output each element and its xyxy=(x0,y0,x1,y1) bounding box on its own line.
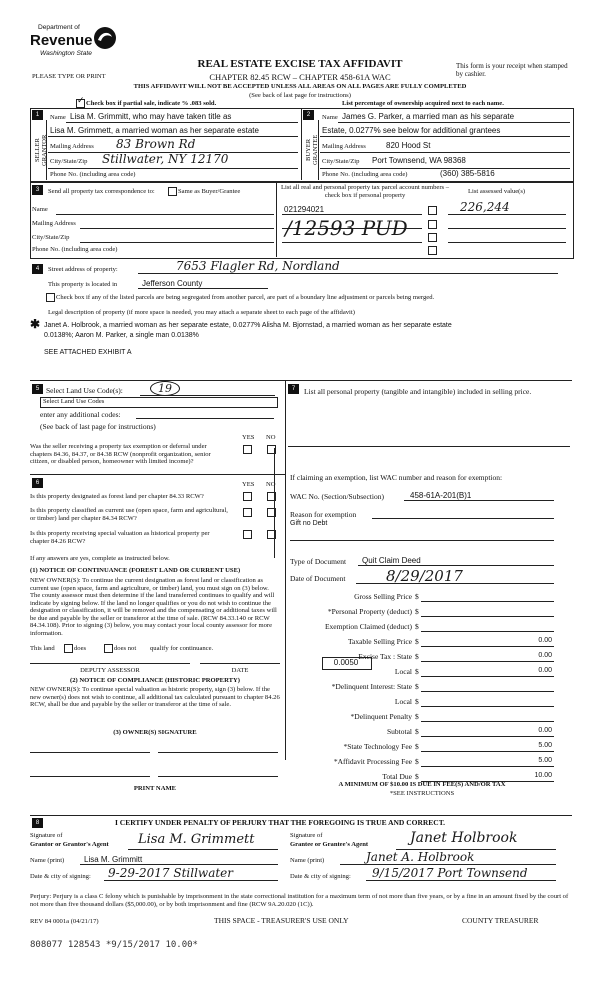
tax-row-label: Taxable Selling Price xyxy=(347,637,412,646)
tax-row-label: *Affidavit Processing Fee xyxy=(333,757,412,766)
segregated-checkbox[interactable] xyxy=(46,293,55,302)
historic-question: Is this property receiving special valuation as historical property per chapter 84.26 RCW? xyxy=(30,530,210,545)
street-address[interactable]: 7653 Flagler Rd, Nordland xyxy=(176,259,340,273)
dept-line2: Revenue xyxy=(30,32,93,49)
legal-label: Legal description of property (if more space is needed, you may attach a separate sheet to each page of the affidavit) xyxy=(48,309,355,316)
section5-see-back: (See back of last page for instructions) xyxy=(40,422,156,431)
forest-question: Is this property designated as forest land per chapter 84.33 RCW? xyxy=(30,493,204,500)
tax-row-dollar: $ xyxy=(415,757,419,766)
assessed-value[interactable]: 226,244 xyxy=(460,200,510,214)
tax-row-value[interactable]: 5.00 xyxy=(538,742,552,749)
notice2-text: NEW OWNER(S): To continue special valuation as historic property, sign (3) below. If the new owner(s) does not wish to continue, all additional tax calculated pursuant to chapter 84.26 RCW, shall be due and payable by the seller or transferor at the time of sale. xyxy=(30,686,280,709)
see-back: (See back of last page for instructions) xyxy=(249,92,351,99)
parcel-handwritten[interactable]: /12593 PUD xyxy=(285,216,408,240)
grantor-sig-label1: Signature of xyxy=(30,832,63,839)
seller-mailing-label: Mailing Address xyxy=(50,143,94,150)
parcel-header: List all real and personal property tax parcel account numbers – check box if personal property xyxy=(280,184,450,199)
grantee-sig-label2: Grantee or Grantee's Agent xyxy=(290,841,369,848)
minimum-due: A MINIMUM OF $10.00 IS DUE IN FEE(S) AND/OR TAX xyxy=(338,781,506,788)
seller-name-line1[interactable]: Lisa M. Grimmitt, who may have taken title as xyxy=(70,112,232,121)
seller-mailing[interactable]: 83 Brown Rd xyxy=(116,137,196,151)
grantee-name[interactable]: Janet A. Holbrook xyxy=(366,850,475,864)
tax-row-label: *Personal Property (deduct) xyxy=(327,607,412,616)
tax-row-label: *Delinquent Penalty xyxy=(350,712,412,721)
tax-row-label: Exemption Claimed (deduct) xyxy=(324,622,412,631)
section6-yes: YES xyxy=(242,481,255,488)
legal-line1[interactable]: Janet A. Holbrook, a married woman as her separate estate, 0.0277% Alisha M. Bjornstad, a married woman as her separate estate xyxy=(44,322,452,329)
seller-name-label: Name xyxy=(50,114,66,121)
grantor-name[interactable]: Lisa M. Grimmitt xyxy=(84,855,143,864)
buyer-city[interactable]: Port Townsend, WA 98368 xyxy=(372,156,466,165)
deputy-date: DATE xyxy=(231,667,249,674)
buyer-mailing[interactable]: 820 Hood St xyxy=(386,141,431,150)
tax-row-value[interactable]: 0.00 xyxy=(538,637,552,644)
tax-row-dollar: $ xyxy=(415,607,419,616)
grantor-signature[interactable]: Lisa M. Grimmett xyxy=(138,832,255,847)
deputy-assessor: DEPUTY ASSESSOR xyxy=(80,667,140,674)
exemption-question: Was the seller receiving a property tax exemption or deferral under chapters 84.36, 84.37, or 84.38 RCW (nonprofit organization, senior citizen, or disabled person, homeowner with limited income)? xyxy=(30,443,211,466)
tax-row-label: *Delinquent Interest: State xyxy=(331,682,412,691)
tax-row-value[interactable]: 0.00 xyxy=(538,652,552,659)
tax-row-dollar: $ xyxy=(415,712,419,721)
tax-row-label: Local xyxy=(394,667,412,676)
cashier-stamp: 808077 128543 *9/15/2017 10.00* xyxy=(30,940,198,950)
land-use-code[interactable]: 19 xyxy=(150,381,180,396)
reason-label: Reason for exemption xyxy=(290,510,357,519)
section-7-number: 7 xyxy=(288,384,299,394)
grantee-date[interactable]: 9/15/2017 Port Townsend xyxy=(372,866,528,880)
tax-row-dollar: $ xyxy=(415,622,419,631)
county[interactable]: Jefferson County xyxy=(142,279,203,288)
grantee-name-label: Name (print) xyxy=(290,857,325,864)
buyer-name-line1[interactable]: James G. Parker, a married man as his separate xyxy=(342,112,515,121)
does-not-checkbox[interactable] xyxy=(104,644,113,653)
buyer-grantee-label: BUYER GRANTEE xyxy=(305,134,319,166)
rev-number: REV 84 0001a (04/21/17) xyxy=(30,918,99,925)
seller-grantor-label: SELLER GRANTOR xyxy=(34,134,48,166)
notice1-text: NEW OWNER(S): To continue the current designation as forest land or classification as current use (open space, farm and agriculture, or timber) land, you must sign on (3) below. The county assessor must then determine if the land transferred continues to qualify and will indicate by signing below. If the land no longer qualifies or you do not wish to continue the designation or classification, it will be removed and the compensating or additional taxes will be due and payable by the seller or transferor at the time of sale. (RCW 84.33.140 or RCW 84.34.108). Prior to signing (3) below, you may contact your local county assessor for more information. xyxy=(30,577,277,638)
partial-sale-label: Check box if partial sale, indicate % .083 sold. xyxy=(86,100,217,107)
tax-row-label: Local xyxy=(394,697,412,706)
does-label: does xyxy=(74,645,87,652)
parcel-checkbox-2[interactable] xyxy=(428,220,437,229)
section3-mailing-label: Mailing Address xyxy=(32,220,76,227)
parcel-checkbox-4[interactable] xyxy=(428,246,437,255)
section-5-number: 5 xyxy=(32,384,43,394)
section3-name-label: Name xyxy=(32,206,48,213)
section5-yes: YES xyxy=(242,434,255,441)
seller-phone-label: Phone No. (including area code) xyxy=(50,171,136,178)
please-type: PLEASE TYPE OR PRINT xyxy=(32,73,106,80)
select-land-use-text: Select Land Use Codes xyxy=(43,398,105,405)
seller-city-label: City/State/Zip xyxy=(50,158,88,165)
section-8-number: 8 xyxy=(32,818,43,828)
grantor-date[interactable]: 9-29-2017 Stillwater xyxy=(108,866,234,880)
tax-row-label: Gross Selling Price xyxy=(354,592,412,601)
doc-date[interactable]: 8/29/2017 xyxy=(386,567,463,585)
section-4-number: 4 xyxy=(32,264,43,274)
tax-row-dollar: $ xyxy=(415,667,419,676)
no-bracket-mark xyxy=(274,448,275,558)
grantor-sig-label2: Grantor or Grantor's Agent xyxy=(30,841,109,848)
perjury-text: Perjury: Perjury is a class C felony which is punishable by imprisonment in the state correctional institution for a maximum term of not more than five years, or by a fine in an amount fixed by the court of not more than five thousand dollars ($5,000.00), or by both imprisonment and fine (RCW 9A.20.020 (1C)). xyxy=(30,893,569,908)
wac-label: WAC No. (Section/Subsection) xyxy=(290,492,384,501)
certify-text: I CERTIFY UNDER PENALTY OF PERJURY THAT THE FOREGOING IS TRUE AND CORRECT. xyxy=(115,818,446,827)
tax-row-dollar: $ xyxy=(415,637,419,646)
grantee-date-label: Date & city of signing: xyxy=(290,873,351,880)
section6-no: NO xyxy=(266,481,276,488)
tax-row-dollar: $ xyxy=(415,652,419,661)
reason-text[interactable]: Gift no Debt xyxy=(290,520,328,527)
buyer-phone[interactable]: (360) 385-5816 xyxy=(440,169,495,178)
current-use-yes-checkbox[interactable] xyxy=(243,508,252,517)
tax-row-dollar: $ xyxy=(415,727,419,736)
tax-row-label: Subtotal xyxy=(386,727,412,736)
ownership-note: List percentage of ownership acquired next to each name. xyxy=(342,100,504,107)
tax-row-dollar: $ xyxy=(415,682,419,691)
select-land-use-box[interactable] xyxy=(40,397,278,408)
same-as-buyer-label: Same as Buyer/Grantee xyxy=(178,188,241,195)
form-warning: THIS AFFIDAVIT WILL NOT BE ACCEPTED UNLESS ALL AREAS ON ALL PAGES ARE FULLY COMPLETED xyxy=(133,83,467,90)
doc-type[interactable]: Quit Claim Deed xyxy=(362,556,421,565)
segregated-label: Check box if any of the listed parcels are being segregated from another parcel, are part of a boundary line adjustment or parcels being merged. xyxy=(56,294,435,301)
buyer-name-label: Name xyxy=(322,114,338,121)
section5-no: NO xyxy=(266,434,276,441)
revenue-logo xyxy=(30,22,125,62)
tax-row-dollar: $ xyxy=(415,592,419,601)
does-checkbox[interactable] xyxy=(64,644,73,653)
treasurer-space: THIS SPACE - TREASURER'S USE ONLY xyxy=(214,916,349,925)
exemption-yes-checkbox[interactable] xyxy=(243,445,252,454)
tax-row-dollar: $ xyxy=(415,697,419,706)
tax-row-dollar: $ xyxy=(415,742,419,751)
section-2-number: 2 xyxy=(303,110,314,120)
additional-codes-label: enter any additional codes: xyxy=(40,410,121,419)
asterisk-mark-icon: ✱ xyxy=(30,317,41,331)
notice2-title: (2) NOTICE OF COMPLIANCE (HISTORIC PROPERTY) xyxy=(70,677,240,684)
print-name-label: PRINT NAME xyxy=(133,785,177,792)
tax-row-label: *State Technology Fee xyxy=(343,742,412,751)
same-as-buyer-checkbox[interactable] xyxy=(168,187,177,196)
buyer-city-label: City/State/Zip xyxy=(322,158,360,165)
partial-sale-check-icon: ✓ xyxy=(77,95,85,105)
located-label: This property is located in xyxy=(48,281,118,288)
tax-row-value[interactable]: 10.00 xyxy=(534,772,552,779)
buyer-phone-label: Phone No. (including area code) xyxy=(322,171,408,178)
see-instructions: *SEE INSTRUCTIONS xyxy=(389,790,455,797)
assessed-header: List assessed value(s) xyxy=(468,188,526,195)
notice1-title: (1) NOTICE OF CONTINUANCE (FOREST LAND OR CURRENT USE) xyxy=(30,567,241,574)
form-chapter: CHAPTER 82.45 RCW – CHAPTER 458-61A WAC xyxy=(209,72,391,82)
dept-line1: Department of xyxy=(38,24,80,31)
tax-row-label: Excise Tax : State xyxy=(358,652,412,661)
tax-row-value[interactable]: 0.00 xyxy=(538,667,552,674)
tax-row-dollar: $ xyxy=(415,772,419,781)
historic-yes-checkbox[interactable] xyxy=(243,530,252,539)
county-treasurer: COUNTY TREASURER xyxy=(462,916,539,925)
if-yes-note: If any answers are yes, complete as instructed below. xyxy=(30,555,170,562)
grantee-sig-label1: Signature of xyxy=(290,832,323,839)
street-label: Street address of property: xyxy=(48,266,118,273)
wac-number[interactable]: 458-61A-201(B)1 xyxy=(410,491,472,500)
current-use-question: Is this property classified as current use (open space, farm and agricultural, or timber) land per chapter 84.34 RCW? xyxy=(30,507,228,522)
legal-line2[interactable]: 0.0138%; Aaron M. Parker, a single man 0.0138% xyxy=(44,332,199,339)
send-correspondence-label: Send all property tax correspondence to: xyxy=(48,188,155,195)
grantor-date-label: Date & city of signing: xyxy=(30,873,91,880)
owner-signature-title: (3) OWNER(S) SIGNATURE xyxy=(113,729,197,736)
grantor-name-label: Name (print) xyxy=(30,857,65,864)
qualify-label: qualify for continuance. xyxy=(150,645,214,652)
exemption-claim-label: If claiming an exemption, list WAC number and reason for exemption: xyxy=(290,473,503,482)
local-rate: 0.0050 xyxy=(333,658,359,667)
parcel-checkbox-3[interactable] xyxy=(428,233,437,242)
section3-phone-label: Phone No. (including area code) xyxy=(32,246,118,253)
doc-type-label: Type of Document xyxy=(290,557,347,566)
parcel-number[interactable]: 021294021 xyxy=(284,205,325,214)
form-title: REAL ESTATE EXCISE TAX AFFIDAVIT xyxy=(197,58,403,70)
section-3-number: 3 xyxy=(32,185,43,195)
seller-city[interactable]: Stillwater, NY 12170 xyxy=(102,152,229,166)
buyer-name-line2[interactable]: Estate, 0.0277% see below for additional grantees xyxy=(322,126,501,135)
this-land-label: This land xyxy=(30,645,55,652)
receipt-note: This form is your receipt when stamped by cashier. xyxy=(456,62,568,79)
does-not-label: does not xyxy=(114,645,137,652)
buyer-mailing-label: Mailing Address xyxy=(322,143,366,150)
see-exhibit: SEE ATTACHED EXHIBIT A xyxy=(44,349,132,356)
tax-row-label: Total Due xyxy=(382,772,412,781)
doc-date-label: Date of Document xyxy=(290,574,346,583)
section-1-number: 1 xyxy=(32,110,43,120)
tax-row-value[interactable]: 0.00 xyxy=(538,727,552,734)
land-use-label: Select Land Use Code(s): xyxy=(46,386,123,395)
forest-yes-checkbox[interactable] xyxy=(243,492,252,501)
parcel-checkbox-1[interactable] xyxy=(428,206,437,215)
dept-line3: Washington State xyxy=(40,50,92,57)
section3-city-label: City/State/Zip xyxy=(32,234,70,241)
seller-name-line2[interactable]: Lisa M. Grimmett, a married woman as her separate estate xyxy=(50,126,259,135)
grantee-signature[interactable]: Janet Holbrook xyxy=(410,830,518,846)
revenue-swirl-icon xyxy=(92,25,118,51)
personal-property-label: List all personal property (tangible and intangible) included in selling price. xyxy=(304,387,532,396)
section-6-number: 6 xyxy=(32,478,43,488)
tax-row-value[interactable]: 5.00 xyxy=(538,757,552,764)
